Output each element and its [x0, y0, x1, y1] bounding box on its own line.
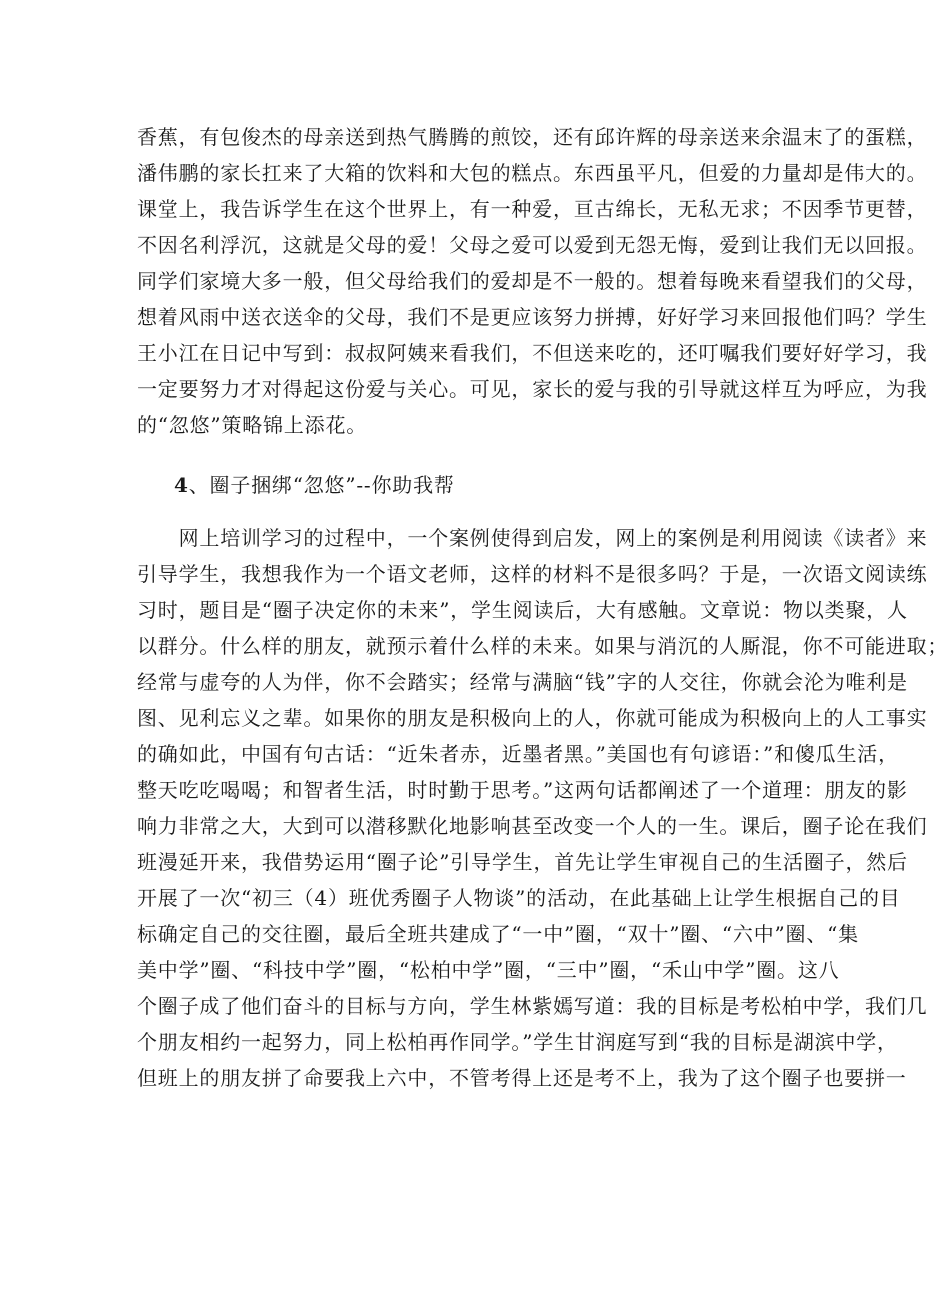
paragraph-line: 整天吃吃喝喝；和智者生活，时时勤于思考。”这两句话都阐述了一个道理：朋友的影	[137, 778, 908, 802]
paragraph-line: 以群分。什么样的朋友，就预示着什么样的未来。如果与消沉的人厮混，你不可能进取；	[137, 634, 948, 658]
paragraph-line: 个圈子成了他们奋斗的目标与方向，学生林紫嫣写道：我的目标是考松柏中学，我们几	[137, 994, 928, 1018]
paragraph-line: 香蕉，有包俊杰的母亲送到热气腾腾的煎饺，还有邱许辉的母亲送来余温末了的蛋糕，	[137, 125, 928, 149]
paragraph-line: 开展了一次“初三（4）班优秀圈子人物谈”的活动，在此基础上让学生根据自己的目	[137, 886, 901, 910]
paragraph-line: 班漫延开来，我借势运用“圈子论”引导学生，首先让学生审视自己的生活圈子，然后	[137, 850, 908, 874]
paragraph-line: 响力非常之大，大到可以潜移默化地影响甚至改变一个人的一生。课后，圈子论在我们	[137, 814, 928, 838]
paragraph-line: 的“忽悠”策略锦上添花。	[137, 413, 368, 437]
paragraph-line: 一定要努力才对得起这份爱与关心。可见，家长的爱与我的引导就这样互为呼应，为我	[137, 377, 928, 401]
paragraph-line: 图、见利忘义之辈。如果你的朋友是积极向上的人，你就可能成为积极向上的人工事实	[137, 706, 928, 730]
paragraph-line: 课堂上，我告诉学生在这个世界上，有一种爱，亘古绵长，无私无求；不因季节更替，	[137, 197, 928, 221]
paragraph-line: 网上培训学习的过程中，一个案例使得到启发，网上的案例是利用阅读《读者》来	[137, 526, 928, 550]
paragraph-line: 王小江在日记中写到：叔叔阿姨来看我们，不但送来吃的，还叮嘱我们要好好学习，我	[137, 341, 928, 365]
paragraph-line: 美中学”圈、“科技中学”圈，“松柏中学”圈，“三中”圈，“禾山中学”圈。这八	[137, 958, 840, 982]
paragraph-circle-strategy	[137, 520, 948, 1096]
paragraph-line: 的确如此，中国有句古话：“近朱者赤，近墨者黑。”美国也有句谚语：”和傻瓜生活，	[137, 742, 899, 766]
paragraph-line: 但班上的朋友拼了命要我上六中，不管考得上还是考不上，我为了这个圈子也要拼一	[137, 1066, 907, 1090]
paragraph-line: 标确定自己的交往圈，最后全班共建成了“一中”圈，“双十”圈、“六中”圈、“集	[137, 922, 859, 946]
paragraph-line: 想着风雨中送衣送伞的父母，我们不是更应该努力拼搏，好好学习来回报他们吗？学生	[137, 305, 928, 329]
paragraph-line: 同学们家境大多一般，但父母给我们的爱却是不一般的。想着每晚来看望我们的父母，	[137, 269, 928, 293]
paragraph-line: 习时，题目是“圈子决定你的未来”，学生阅读后，大有感触。文章说：物以类聚，人	[137, 598, 908, 622]
section-number: 4	[174, 473, 189, 497]
section-title: 、圈子捆绑“忽悠”--你助我帮	[188, 473, 455, 497]
paragraph-parent-love	[137, 119, 928, 443]
paragraph-line: 个朋友相约一起努力，同上松柏再作同学。”学生甘润庭写到“我的目标是湖滨中学，	[137, 1030, 898, 1054]
paragraph-line: 引导学生，我想我作为一个语文老师，这样的材料不是很多吗？于是，一次语文阅读练	[137, 562, 928, 586]
paragraph-line: 潘伟鹏的家长扛来了大箱的饮料和大包的糕点。东西虽平凡，但爱的力量却是伟大的。	[137, 161, 928, 185]
section-heading	[174, 467, 455, 503]
paragraph-line: 不因名利浮沉，这就是父母的爱！父母之爱可以爱到无怨无悔，爱到让我们无以回报。	[137, 233, 928, 257]
paragraph-line: 经常与虚夸的人为伴，你不会踏实；经常与满脑“钱”字的人交往，你就会沦为唯利是	[137, 670, 908, 694]
